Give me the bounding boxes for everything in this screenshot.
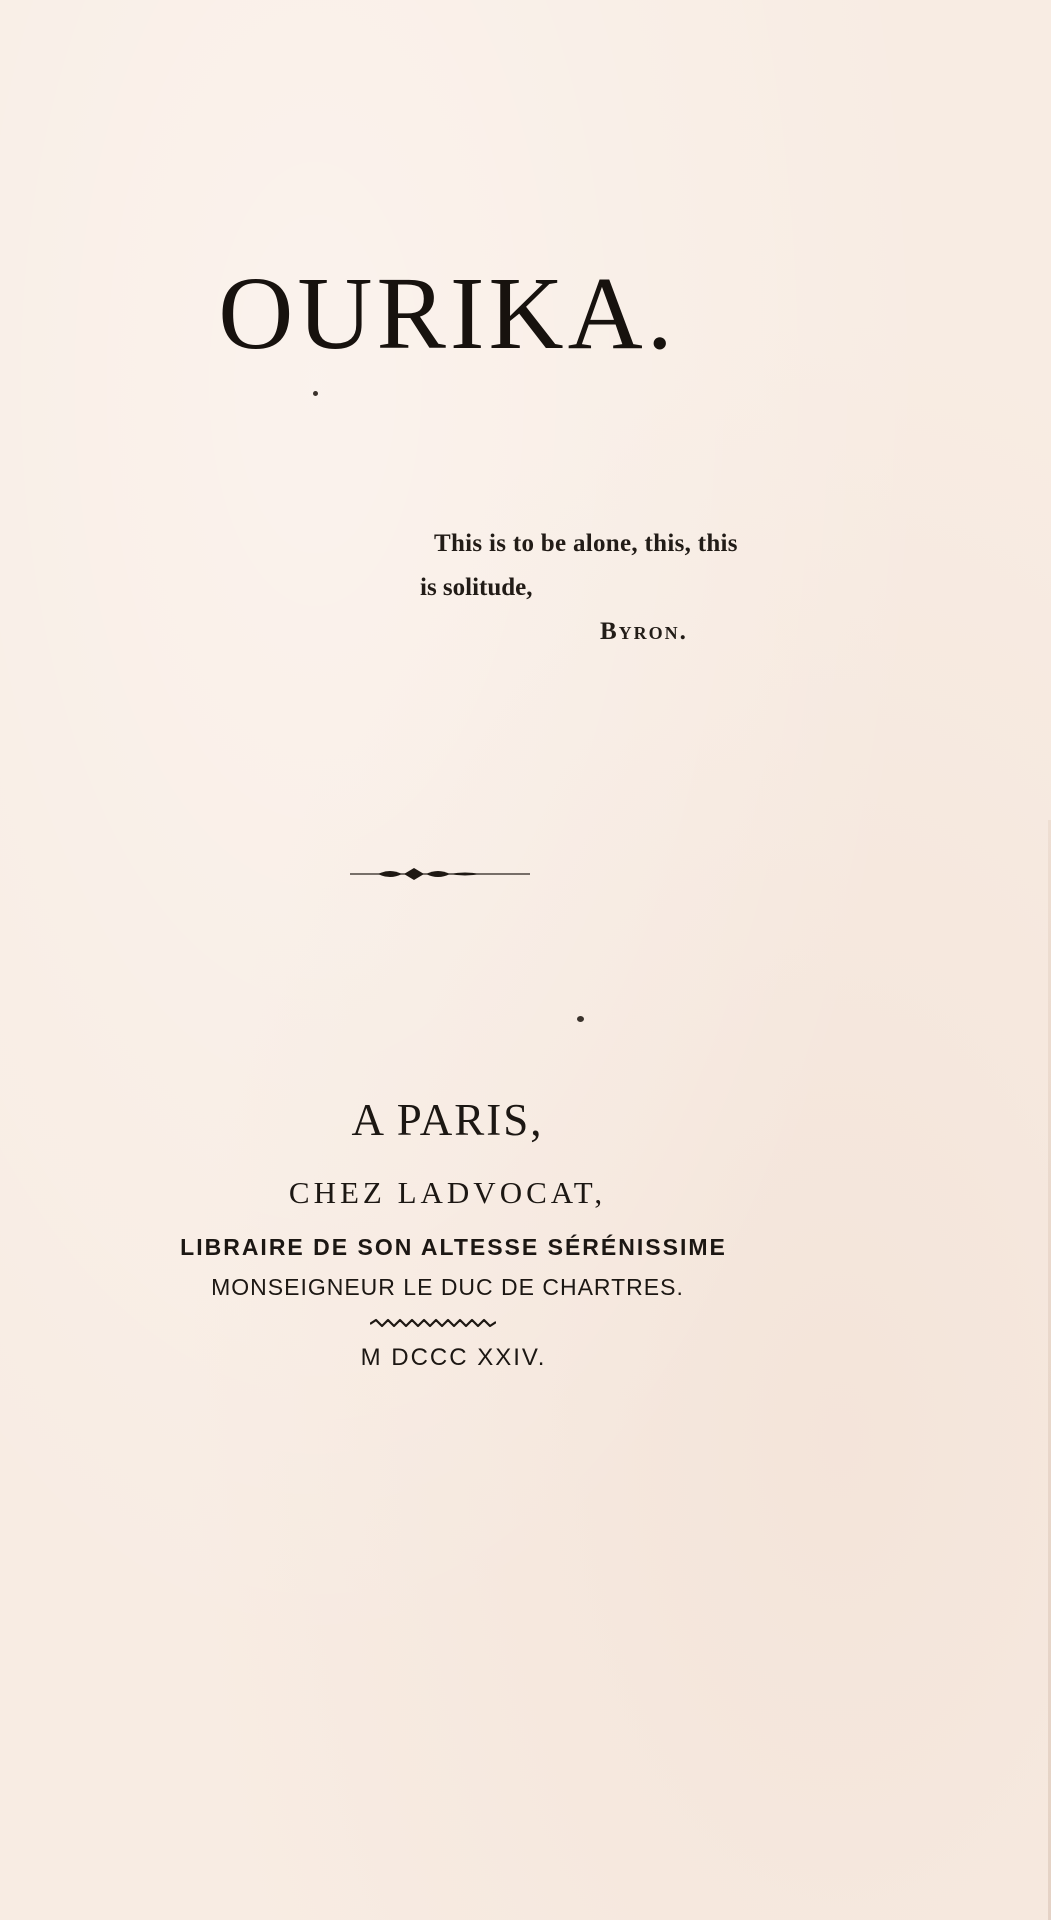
epigraph-line-1: This is to be alone, this, this [434,530,738,557]
ink-speck [313,391,318,396]
wavy-rule-icon [370,1318,496,1330]
book-title: OURIKA. [218,256,677,371]
imprint-patron: MONSEIGNEUR LE DUC DE CHARTRES. [211,1274,684,1300]
ornamental-rule-icon [350,862,530,886]
ink-speck [577,1016,584,1022]
imprint-city: A PARIS, [351,1095,544,1145]
epigraph [420,522,780,610]
imprint-publisher: CHEZ LADVOCAT, [288,1175,607,1210]
epigraph-line-2: is solitude, [420,574,533,601]
imprint-date: M DCCC XXIV. [360,1344,547,1371]
epigraph-attribution: Byron. [600,618,688,645]
imprint-bookseller: LIBRAIRE DE SON ALTESSE SÉRÉNISSIME [180,1234,727,1260]
